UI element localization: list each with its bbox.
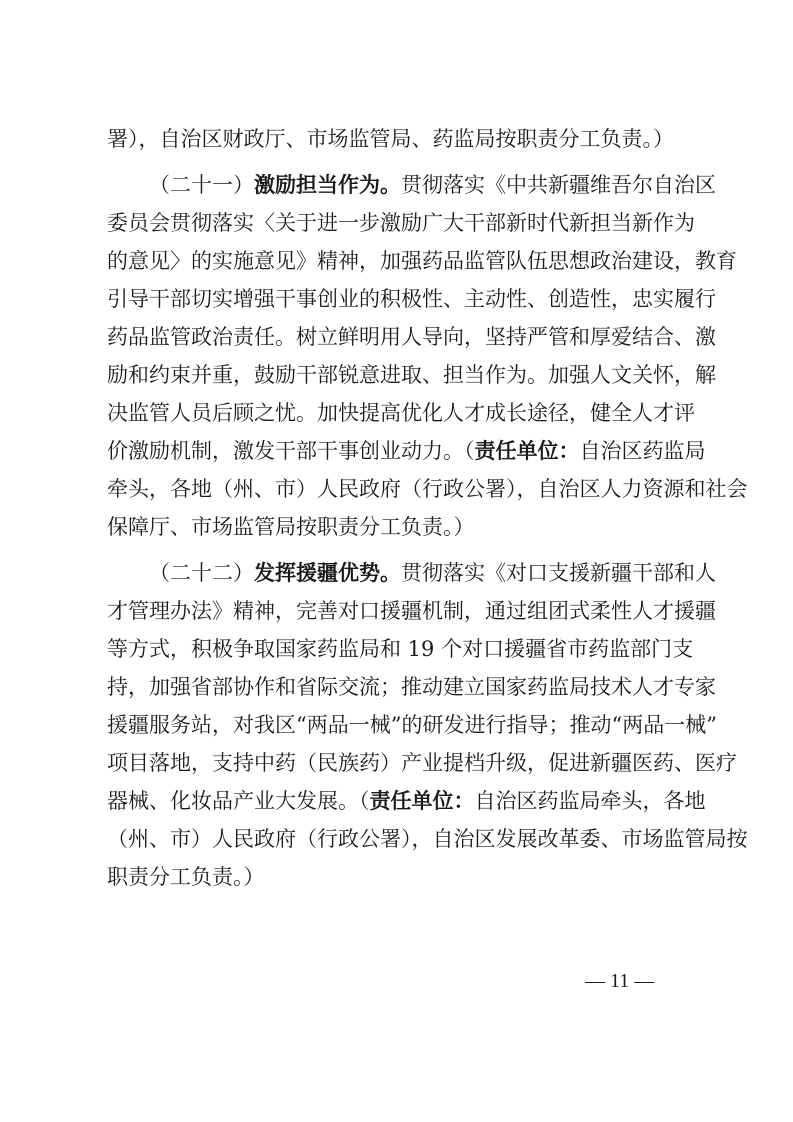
- text-line-10: 牵头，各地（州、市）人民政府（行政公署），自治区人力资源和社会: [107, 477, 748, 501]
- text-line-19: （州、市）人民政府（行政公署），自治区发展改革委、市场监管局按: [107, 827, 748, 851]
- text-line-13: 才管理办法》精神，完善对口援疆机制，通过组团式柔性人才援疆: [107, 599, 716, 623]
- text-line-14: 等方式，积极争取国家药监局和 19 个对口援疆省市药监部门支: [107, 637, 694, 661]
- section-22-lead: 贯彻落实《对口支援新疆干部和人: [401, 561, 716, 585]
- section-21-first-line: [149, 166, 716, 204]
- text-line-1: 署），自治区财政厅、市场监管局、药监局按职责分工负责。）: [107, 127, 674, 151]
- text-line-7: 励和约束并重，鼓励干部锐意进取、担当作为。加强人文关怀，解: [107, 363, 716, 387]
- line-18-text: 器械、化妆品产业大发展。（: [107, 789, 370, 813]
- text-line-11: 保障厅、市场监管局按职责分工负责。）: [107, 515, 475, 539]
- text-line-20: 职责分工负责。）: [107, 865, 265, 889]
- section-21-lead: 贯彻落实《中共新疆维吾尔自治区: [401, 173, 716, 197]
- section-21-number: （二十一）: [149, 173, 254, 197]
- section-22-heading: 发挥援疆优势。: [254, 561, 401, 585]
- section-22-number: （二十二）: [149, 561, 254, 585]
- text-line-17: 项目落地，支持中药（民族药）产业提档升级，促进新疆医药、医疗: [107, 751, 737, 775]
- section-21-heading: 激励担当作为。: [254, 173, 401, 197]
- line-9-unit: 自治区药监局: [579, 439, 706, 463]
- responsibility-label-2: 责任单位：: [369, 789, 475, 813]
- page-number: — 11 —: [585, 970, 655, 992]
- line-18-unit: 自治区药监局牵头，各地: [474, 789, 706, 813]
- text-line-16: 援疆服务站，对我区“两品一械”的研发进行指导；推动“两品一械”: [107, 713, 717, 737]
- text-line-3: 委员会贯彻落实〈关于进一步激励广大干部新时代新担当新作为: [107, 211, 695, 235]
- text-line-5: 引导干部切实增强干事创业的积极性、主动性、创造性，忠实履行: [107, 287, 716, 311]
- text-line-15: 持，加强省部协作和省际交流；推动建立国家药监局技术人才专家: [107, 675, 716, 699]
- text-line-6: 药品监管政治责任。树立鲜明用人导向，坚持严管和厚爱结合、激: [107, 325, 716, 349]
- section-22-first-line: [149, 554, 716, 592]
- text-line-4: 的意见〉的实施意见》精神，加强药品监管队伍思想政治建设，教育: [107, 249, 737, 273]
- responsibility-label: 责任单位：: [474, 439, 580, 463]
- line-9-text: 价激励机制，激发干部干事创业动力。（: [107, 439, 475, 463]
- text-line-9: [107, 432, 706, 470]
- text-line-18: [107, 782, 706, 820]
- text-line-8: 决监管人员后顾之忧。加快提高优化人才成长途径，健全人才评: [107, 401, 695, 425]
